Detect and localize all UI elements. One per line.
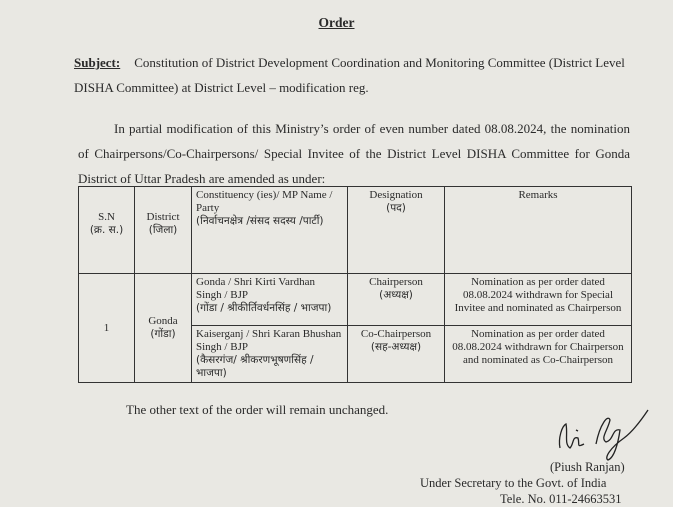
header-constituency-hindi: (निर्वाचनक्षेत्र /संसद सदस्य /पार्टी) xyxy=(196,215,324,227)
cell-sn: 1 xyxy=(79,274,135,383)
cell-designation-hindi: (सह-अध्यक्ष) xyxy=(370,341,422,353)
header-constituency-label: Constituency (ies)/ MP Name / Party xyxy=(196,189,333,214)
subject-text: Constitution of District Development Coordination and Monitoring Committee (District Level DISHA Committee) at District Level – modification reg. xyxy=(74,55,625,95)
cell-constituency-text: Kaiserganj / Shri Karan Bhushan Singh / BJP xyxy=(196,328,342,353)
header-designation-hindi: (पद) xyxy=(386,202,406,214)
cell-designation xyxy=(348,274,445,326)
table-row xyxy=(79,274,632,326)
cell-remarks: Nomination as per order dated 08.08.2024 withdrawn for Chairperson and nominated as Co-Chairperson xyxy=(445,326,632,383)
header-sn-hindi: (क्र. स.) xyxy=(89,224,124,236)
subject-label: Subject: xyxy=(74,55,121,70)
order-paragraph: In partial modification of this Ministry’s order of even number dated 08.08.2024, the nomination of Chairpersons/Co-Chairpersons/ Special Invitee of the District Level DISHA Committee for Gonda District of Uttar Pradesh are amended as under: xyxy=(78,121,630,186)
closing-line: The other text of the order will remain unchanged. xyxy=(126,402,389,417)
cell-district-label: Gonda xyxy=(148,315,178,327)
header-district-label: District xyxy=(146,211,180,223)
nomination-table xyxy=(78,186,632,383)
cell-constituency-hindi: (कैसरगंज/ श्रीकरणभूषणसिंह / भाजपा) xyxy=(196,354,314,379)
cell-constituency xyxy=(192,326,348,383)
subject-block xyxy=(74,50,654,100)
cell-district xyxy=(135,274,192,383)
cell-constituency-hindi: (गोंडा / श्रीकीर्तिवर्धनसिंह / भाजपा) xyxy=(196,302,332,314)
handwritten-signature xyxy=(548,404,658,462)
page-title: Order xyxy=(318,15,355,30)
cell-designation-hindi: (अध्यक्ष) xyxy=(379,289,413,301)
header-district-hindi: (जिला) xyxy=(148,224,178,236)
header-district xyxy=(135,187,192,274)
cell-designation-text: Chairperson xyxy=(369,276,423,288)
cell-district-hindi: (गोंडा) xyxy=(150,328,176,340)
cell-designation-text: Co-Chairperson xyxy=(360,328,432,340)
cell-constituency xyxy=(192,274,348,326)
header-designation-label: Designation xyxy=(369,189,423,201)
cell-remarks: Nomination as per order dated 08.08.2024 withdrawn for Special Invitee and nominated as Chairperson xyxy=(445,274,632,326)
cell-constituency-text: Gonda / Shri Kirti Vardhan Singh / BJP xyxy=(196,276,315,301)
signer-designation: Under Secretary to the Govt. of India xyxy=(420,476,607,490)
header-designation xyxy=(348,187,445,274)
header-sn xyxy=(79,187,135,274)
signer-phone: Tele. No. 011-24663531 xyxy=(500,492,622,506)
table-header-row xyxy=(79,187,632,274)
header-remarks xyxy=(445,187,632,274)
header-constituency xyxy=(192,187,348,274)
cell-designation xyxy=(348,326,445,383)
signer-name: (Piush Ranjan) xyxy=(550,460,625,474)
header-remarks-label: Remarks xyxy=(518,189,558,201)
header-sn-label: S.N xyxy=(98,211,115,223)
